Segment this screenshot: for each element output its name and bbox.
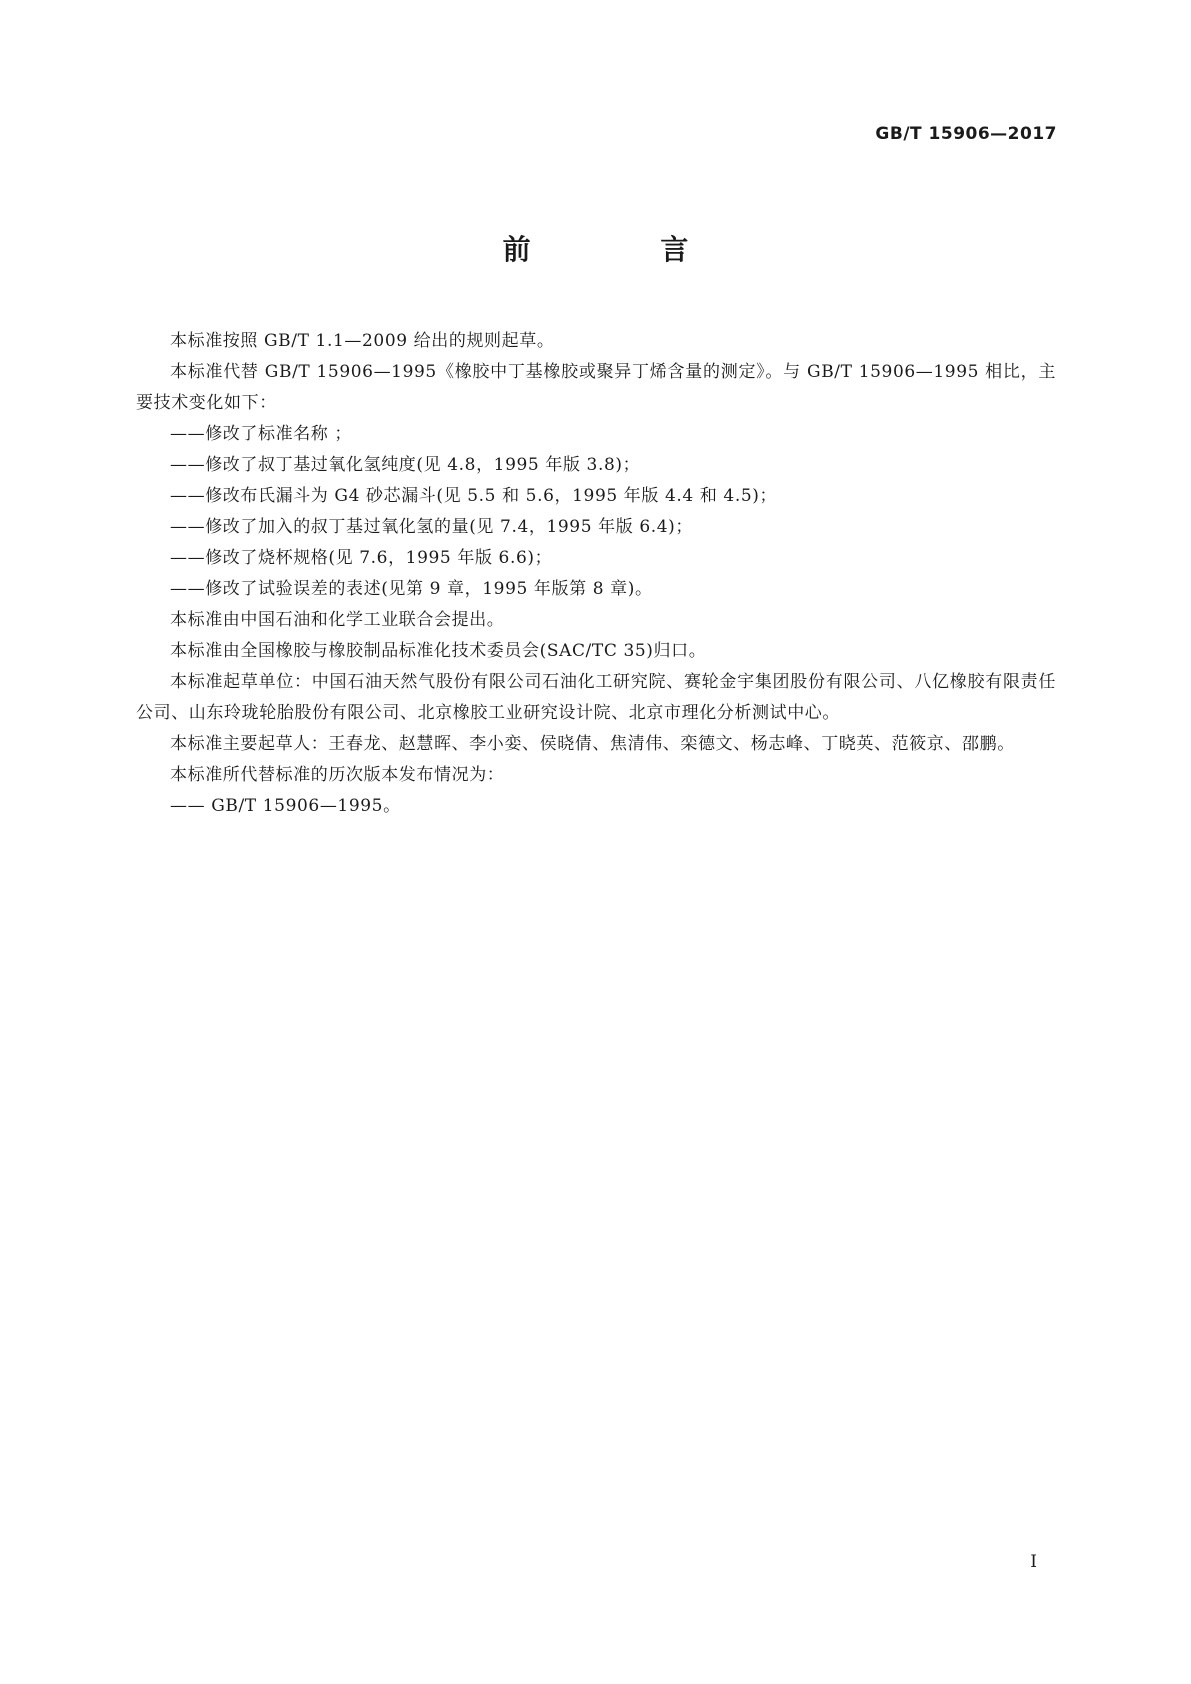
- change-item: ——修改了试验误差的表述(见第 9 章，1995 年版第 8 章)。: [170, 579, 653, 599]
- change-item: ——修改了烧杯规格(见 7.6，1995 年版 6.6)；: [170, 548, 553, 568]
- paragraph-drafting-units: 本标准起草单位：中国石油天然气股份有限公司石油化工研究院、赛轮金宇集团股份有限公司、八亿橡胶有限责任公司、山东玲珑轮胎股份有限公司、北京橡胶工业研究设计院、北京市理化分析测试中心。: [136, 672, 1056, 723]
- change-item: ——修改了标准名称 ；: [170, 424, 353, 444]
- paragraph-committee: 本标准由全国橡胶与橡胶制品标准化技术委员会(SAC/TC 35)归口。: [170, 641, 707, 661]
- paragraph-replacement: 本标准代替 GB/T 15906—1995《橡胶中丁基橡胶或聚异丁烯含量的测定》。与 GB/T 15906—1995 相比，主要技术变化如下：: [136, 362, 1056, 413]
- paragraph-history: 本标准所代替标准的历次版本发布情况为：: [170, 765, 505, 785]
- change-item: ——修改布氏漏斗为 G4 砂芯漏斗(见 5.5 和 5.6，1995 年版 4.4 和 4.5)；: [170, 486, 778, 506]
- paragraph-drafters: 本标准主要起草人：王春龙、赵慧晖、李小娈、侯晓倩、焦清伟、栾德文、杨志峰、丁晓英、范筱京、邵鹏。: [170, 734, 1015, 754]
- paragraph-proposer: 本标准由中国石油和化学工业联合会提出。: [170, 610, 505, 630]
- change-item: ——修改了加入的叔丁基过氧化氢的量(见 7.4，1995 年版 6.4)；: [170, 517, 694, 537]
- history-item: —— GB/T 15906—1995。: [170, 796, 401, 816]
- foreword-body: [136, 326, 1056, 822]
- change-item: ——修改了叔丁基过氧化氢纯度(见 4.8，1995 年版 3.8)；: [170, 455, 641, 475]
- page-title: 前 言: [502, 233, 749, 266]
- page-number: I: [1030, 1552, 1037, 1572]
- paragraph-drafting-rules: 本标准按照 GB/T 1.1—2009 给出的规则起草。: [170, 331, 555, 351]
- standard-code: GB/T 15906—2017: [875, 124, 1057, 144]
